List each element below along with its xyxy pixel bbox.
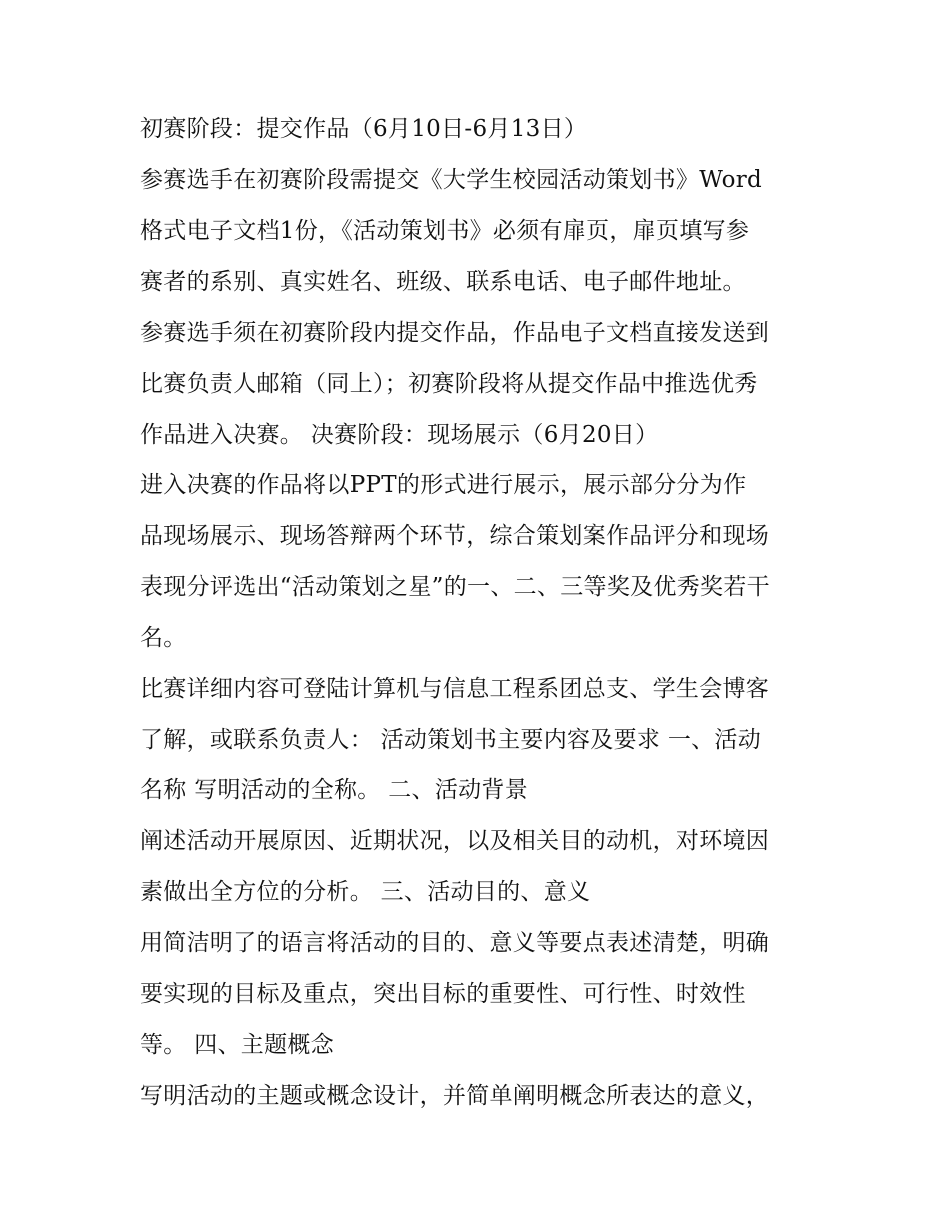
text-line-14: 名称 写明活动的全称。 二、活动背景 [140,777,529,803]
text-line-6: 比赛负责人邮箱（同上）；初赛阶段将从提交作品中推选优秀 [140,371,758,397]
text-line-5: 参赛选手须在初赛阶段内提交作品，作品电子文档直接发送到 [140,320,770,346]
text-line-11: 名。 [140,625,187,651]
text-line-7: 作品进入决赛。 决赛阶段：现场展示（6月20日） [140,422,659,448]
text-line-9: 品现场展示、现场答辩两个环节，综合策划案作品评分和现场 [140,523,770,549]
text-line-3: 格式电子文档1份，《活动策划书》必须有扉页，扉页填写参 [140,218,750,244]
text-line-20: 写明活动的主题或概念设计，并简单阐明概念所表达的意义， [140,1083,770,1109]
text-line-18: 要实现的目标及重点，突出目标的重要性、可行性、时效性 [140,981,746,1007]
text-line-16: 素做出全方位的分析。 三、活动目的、意义 [140,879,591,905]
text-line-13: 了解，或联系负责人： 活动策划书主要内容及要求 一、活动 [140,727,762,753]
text-line-4: 赛者的系别、真实姓名、班级、联系电话、电子邮件地址。 [140,269,746,295]
text-line-15: 阐述活动开展原因、近期状况，以及相关目的动机，对环境因 [140,828,770,854]
text-line-1: 初赛阶段：提交作品（6月10日-6月13日） [140,116,588,142]
text-line-19: 等。 四、主题概念 [140,1032,335,1058]
text-line-17: 用简洁明了的语言将活动的目的、意义等要点表述清楚，明确 [140,930,770,956]
text-line-12: 比赛详细内容可登陆计算机与信息工程系团总支、学生会博客 [140,676,770,702]
text-line-2: 参赛选手在初赛阶段需提交《大学生校园活动策划书》Word [140,167,763,193]
text-line-10: 表现分评选出“活动策划之星”的一、二、三等奖及优秀奖若干 [140,574,770,600]
text-line-8: 进入决赛的作品将以PPT的形式进行展示，展示部分分为作 [140,472,747,498]
